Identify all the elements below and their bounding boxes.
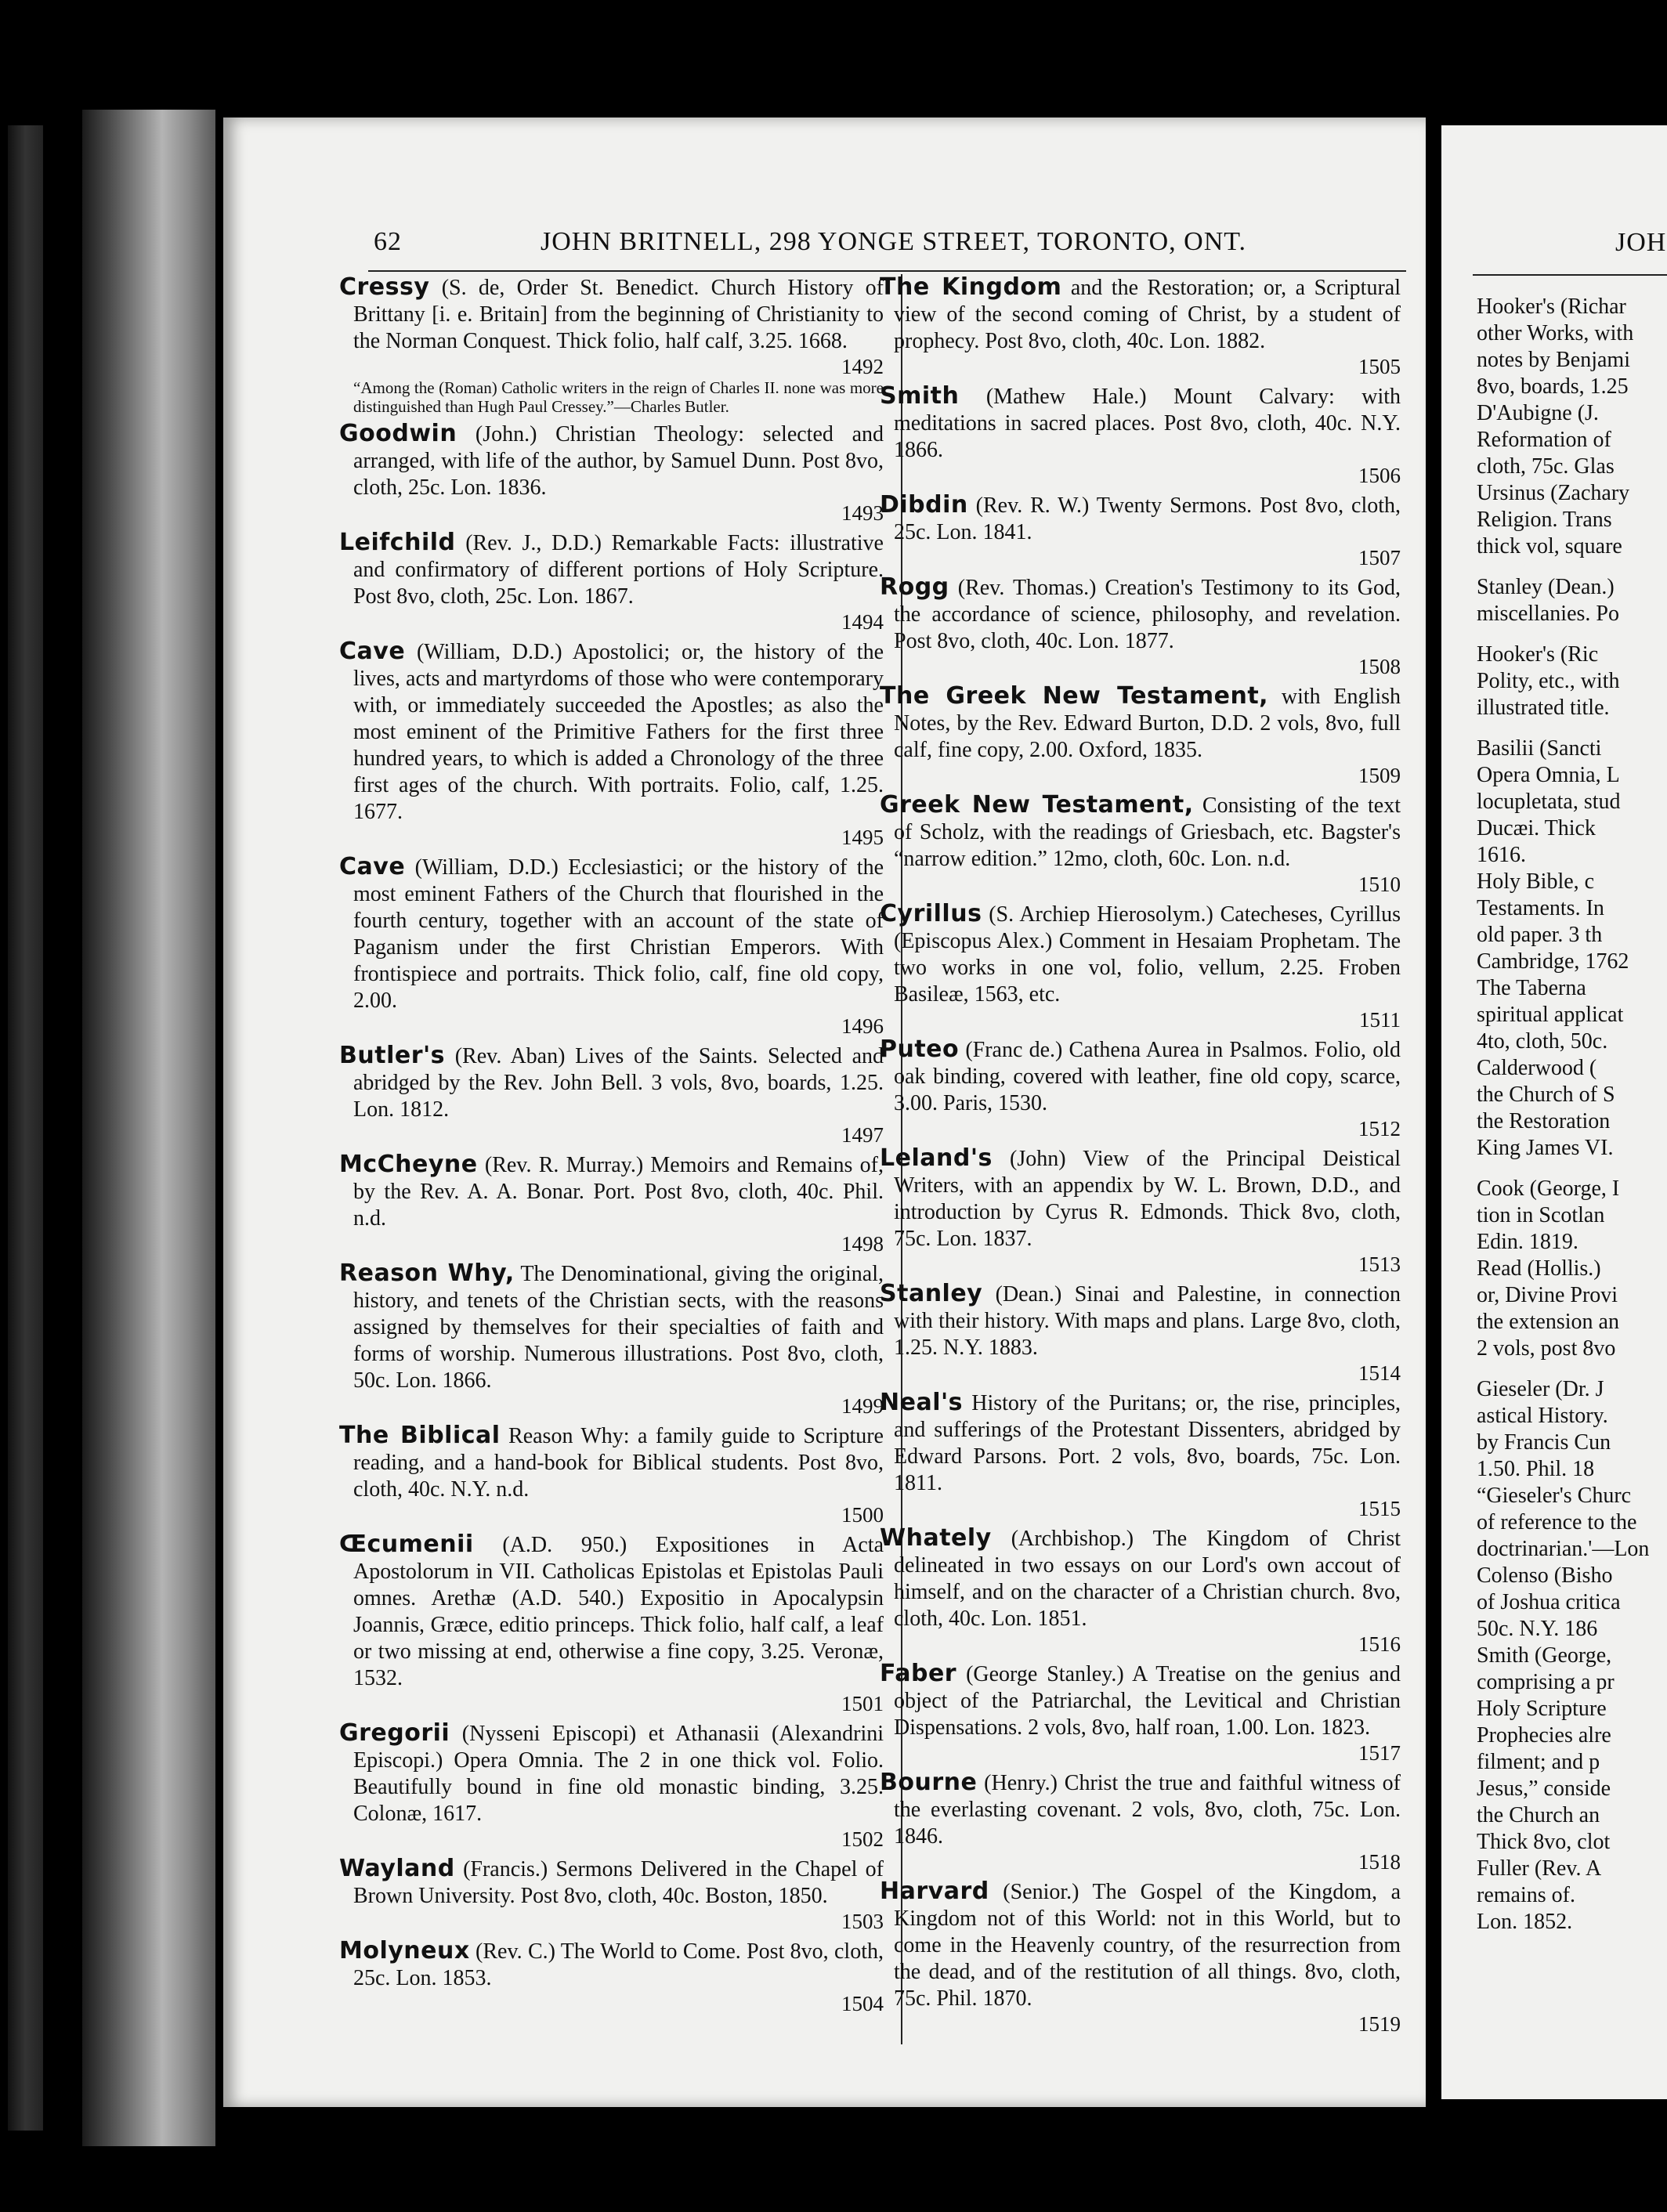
next-page-line: Hooker's (Ric bbox=[1477, 642, 1599, 667]
next-page-line: Basilii (Sancti bbox=[1477, 736, 1602, 761]
next-page-line: comprising a pr bbox=[1477, 1670, 1615, 1694]
next-page-running-head: JOH bbox=[1615, 228, 1667, 257]
entry-headword: Dibdin bbox=[880, 491, 968, 519]
next-page-line: filment; and p bbox=[1477, 1750, 1600, 1774]
entry-headword: Cave bbox=[339, 853, 406, 880]
entry-text: (Rev. R. W.) Twenty Sermons. Post 8vo, cloth, 25c. Lon. 1841. bbox=[894, 493, 1401, 544]
entry-body bbox=[880, 383, 1401, 464]
next-page-line: old paper. 3 th bbox=[1477, 923, 1603, 947]
entry-headword: Bourne bbox=[880, 1769, 978, 1796]
entry-body bbox=[339, 274, 884, 355]
entry-body bbox=[339, 1531, 884, 1692]
next-page-line: or, Divine Provi bbox=[1477, 1283, 1618, 1307]
next-page-line: The Taberna bbox=[1477, 976, 1586, 1000]
entry-text: (S. de, Order St. Benedict. Church History of Brittany [i. e. Britain] from the beginning of Christianity to the Norman Conquest. Thick folio, half calf, 3.25. 1668. bbox=[353, 276, 884, 353]
next-page-line: Smith (George, bbox=[1477, 1643, 1612, 1668]
entry-headword: Neal's bbox=[880, 1389, 964, 1416]
page-number: 62 bbox=[374, 227, 402, 256]
entry-body bbox=[880, 574, 1401, 655]
next-page-line: the Church an bbox=[1477, 1803, 1600, 1827]
entry-body bbox=[339, 1151, 884, 1232]
next-page-line: other Works, with bbox=[1477, 321, 1634, 345]
next-page-line: illustrated title. bbox=[1477, 696, 1610, 720]
entry-body bbox=[339, 854, 884, 1014]
next-page-line: Lon. 1852. bbox=[1477, 1910, 1573, 1934]
entry-number: 1493 bbox=[841, 501, 884, 525]
next-page-line: Hooker's (Richar bbox=[1477, 295, 1626, 319]
entry-body bbox=[339, 638, 884, 826]
next-page-line: the Restoration bbox=[1477, 1109, 1611, 1133]
entry-text: (Archbishop.) The Kingdom of Christ delineated in two essays on our Lord's own accout of himself, and on the character of a Christian church. 8vo, cloth, 40c. Lon. 1851. bbox=[894, 1527, 1401, 1631]
catalogue-entry bbox=[880, 1036, 1401, 1140]
entry-body bbox=[880, 1878, 1401, 2012]
catalogue-entry bbox=[880, 792, 1401, 896]
next-page-line: “Gieseler's Churc bbox=[1477, 1484, 1632, 1508]
entry-body bbox=[339, 1720, 884, 1827]
entry-headword: Cressy bbox=[339, 273, 430, 301]
entry-headword: Cyrillus bbox=[880, 900, 982, 927]
catalogue-entry bbox=[880, 574, 1401, 678]
entry-text: Reason Why: a family guide to Scripture reading, and a hand-book for Biblical students. Post 8vo, cloth, 40c. N.Y. n.d. bbox=[353, 1424, 884, 1502]
next-page-line: spiritual applicat bbox=[1477, 1003, 1624, 1027]
entry-number: 1500 bbox=[841, 1503, 884, 1527]
entry-headword: The Kingdom bbox=[880, 273, 1062, 301]
entry-note: “Among the (Roman) Catholic writers in the reign of Charles II. none was more distinguished than Hugh Paul Cressey.”—Charles Butler. bbox=[353, 378, 884, 416]
entry-number: 1503 bbox=[841, 1910, 884, 1933]
entry-number: 1515 bbox=[1358, 1497, 1401, 1520]
next-page-line: Cook (George, I bbox=[1477, 1176, 1620, 1201]
catalogue-entry bbox=[339, 1151, 884, 1256]
entry-body bbox=[880, 492, 1401, 546]
catalogue-entry bbox=[339, 1938, 884, 2015]
entry-headword: Œcumenii bbox=[339, 1531, 474, 1558]
entry-number: 1495 bbox=[841, 826, 884, 849]
catalogue-entry bbox=[339, 421, 884, 525]
entry-number: 1513 bbox=[1358, 1252, 1401, 1276]
next-page-line: the extension an bbox=[1477, 1310, 1619, 1334]
next-page-line: Ursinus (Zachary bbox=[1477, 481, 1630, 505]
entry-number: 1492 bbox=[841, 355, 884, 378]
entry-headword: Rogg bbox=[880, 573, 949, 601]
entry-text: (Dean.) Sinai and Palestine, in connection with their history. With maps and plans. Large 8vo, cloth, 1.25. N.Y. 1883. bbox=[894, 1282, 1401, 1360]
entry-number: 1507 bbox=[1358, 546, 1401, 569]
catalogue-entry bbox=[339, 530, 884, 634]
next-page-line: Reformation of bbox=[1477, 428, 1611, 452]
next-page-line: Ducæi. Thick bbox=[1477, 816, 1596, 840]
entry-body bbox=[880, 1145, 1401, 1252]
catalogue-entry bbox=[339, 854, 884, 1038]
entry-headword: Faber bbox=[880, 1660, 957, 1687]
entry-text: The Denominational, giving the original, history, and tenets of the Christian sects, with the reasons assigned by themselves for their specialties of faith and forms of worship. Numerous illustrations. Post 8vo, cloth, 50c. Lon. 1866. bbox=[353, 1262, 884, 1393]
catalogue-entry bbox=[339, 1856, 884, 1933]
entry-number: 1510 bbox=[1358, 873, 1401, 896]
next-page-line: Jesus,” conside bbox=[1477, 1776, 1611, 1801]
entry-text: (Mathew Hale.) Mount Calvary: with meditations in sacred places. Post 8vo, cloth, 40c. N.Y. 1866. bbox=[894, 385, 1401, 462]
entry-text: (S. Archiep Hierosolym.) Catecheses, Cyrillus (Episcopus Alex.) Comment in Hesaiam Prophetam. The two works in one vol, folio, vellum, 2.25. Froben Basileæ, 1563, etc. bbox=[894, 902, 1401, 1007]
entry-text: (A.D. 950.) Expositiones in Acta Apostolorum in VII. Catholicas Epistolas et Epistolas Pauli omnes. Arethæ (A.D. 540.) Expositio in Apocalypsin Joannis, Græce, editio princeps. Thick folio, half calf, a leaf or two missing at end, otherwise a fine copy, 3.25. Veronæ, 1532. bbox=[353, 1533, 884, 1690]
entry-headword: Molyneux bbox=[339, 1937, 470, 1964]
entry-number: 1494 bbox=[841, 610, 884, 634]
next-page-line: notes by Benjami bbox=[1477, 348, 1630, 372]
entry-number: 1506 bbox=[1358, 464, 1401, 487]
catalogue-entry bbox=[880, 901, 1401, 1032]
entry-headword: Gregorii bbox=[339, 1719, 450, 1747]
entry-body bbox=[339, 1938, 884, 1992]
entry-text: (John.) Christian Theology: selected and arranged, with life of the author, by Samuel Dunn. Post 8vo, cloth, 25c. Lon. 1836. bbox=[353, 422, 884, 500]
entry-headword: The Biblical bbox=[339, 1422, 501, 1449]
entry-body bbox=[880, 1525, 1401, 1632]
next-page-line: Polity, etc., with bbox=[1477, 669, 1620, 693]
entry-text: (John) View of the Principal Deistical Writers, with an appendix by W. L. Brown, D.D., and introduction by Cyrus R. Edmonds. Thick 8vo, cloth, 75c. Lon. 1837. bbox=[894, 1147, 1401, 1251]
entry-headword: Harvard bbox=[880, 1878, 989, 1905]
next-page-line: Fuller (Rev. A bbox=[1477, 1856, 1602, 1881]
entry-number: 1496 bbox=[841, 1014, 884, 1038]
next-page-line: Edin. 1819. bbox=[1477, 1230, 1578, 1254]
next-page-line: Colenso (Bisho bbox=[1477, 1563, 1613, 1588]
entry-body bbox=[880, 274, 1401, 355]
entry-text: (Rev. Thomas.) Creation's Testimony to its God, the accordance of science, philosophy, and revelation. Post 8vo, cloth, 40c. Lon. 1877. bbox=[894, 576, 1401, 653]
next-page-line: remains of. bbox=[1477, 1883, 1575, 1907]
entry-number: 1514 bbox=[1358, 1361, 1401, 1385]
next-page-line: 50c. N.Y. 186 bbox=[1477, 1617, 1598, 1641]
next-page-line: 1.50. Phil. 18 bbox=[1477, 1457, 1595, 1481]
next-page-line: tion in Scotlan bbox=[1477, 1203, 1605, 1227]
next-page-line: Calderwood ( bbox=[1477, 1056, 1597, 1080]
entry-text: (Nysseni Episcopi) et Athanasii (Alexandrini Episcopi.) Opera Omnia. The 2 in one thick vol. Folio. Beautifully bound in fine old monastic binding, 3.25. Colonæ, 1617. bbox=[353, 1722, 884, 1826]
header-rule bbox=[368, 270, 1406, 272]
next-page-line: 8vo, boards, 1.25 bbox=[1477, 374, 1629, 399]
catalogue-entry bbox=[880, 1769, 1401, 1874]
book-binding bbox=[82, 110, 215, 2146]
right-column bbox=[880, 274, 1401, 2040]
entry-body bbox=[339, 1043, 884, 1123]
next-page-line: cloth, 75c. Glas bbox=[1477, 454, 1615, 479]
binding-edge bbox=[8, 125, 43, 2131]
next-page-line: 2 vols, post 8vo bbox=[1477, 1336, 1616, 1361]
next-page-line: King James VI. bbox=[1477, 1136, 1614, 1160]
entry-text: with English Notes, by the Rev. Edward Burton, D.D. 2 vols, 8vo, full calf, fine copy, 2.00. Oxford, 1835. bbox=[894, 685, 1401, 762]
entry-number: 1518 bbox=[1358, 1850, 1401, 1874]
next-page-line: miscellanies. Po bbox=[1477, 602, 1619, 626]
next-page-line: Thick 8vo, clot bbox=[1477, 1830, 1611, 1854]
entry-headword: Puteo bbox=[880, 1036, 960, 1063]
catalogue-entry bbox=[339, 1531, 884, 1715]
catalogue-entry bbox=[339, 1422, 884, 1527]
entry-body bbox=[339, 1260, 884, 1394]
entry-headword: Greek New Testament, bbox=[880, 791, 1194, 819]
entry-number: 1504 bbox=[841, 1992, 884, 2015]
entry-number: 1516 bbox=[1358, 1632, 1401, 1656]
entry-headword: Butler's bbox=[339, 1042, 446, 1069]
entry-headword: McCheyne bbox=[339, 1151, 478, 1178]
next-page-line: Gieseler (Dr. J bbox=[1477, 1377, 1604, 1401]
entry-headword: Goodwin bbox=[339, 420, 457, 447]
entry-text: (George Stanley.) A Treatise on the genius and object of the Patriarchal, the Levitical and Christian Dispensations. 2 vols, 8vo, half roan, 1.00. Lon. 1823. bbox=[894, 1662, 1401, 1740]
catalogue-entry bbox=[339, 274, 884, 416]
catalogue-entry bbox=[339, 1043, 884, 1147]
next-page-line: doctrinarian.'—Lon bbox=[1477, 1537, 1650, 1561]
entry-text: (Francis.) Sermons Delivered in the Chapel of Brown University. Post 8vo, cloth, 40c. Boston, 1850. bbox=[353, 1857, 884, 1908]
entry-text: (Rev. Aban) Lives of the Saints. Selected and abridged by the Rev. John Bell. 3 vols, 8vo, boards, 1.25. Lon. 1812. bbox=[353, 1044, 884, 1122]
next-page-line: Holy Bible, c bbox=[1477, 869, 1595, 894]
catalogue-entry bbox=[339, 1260, 884, 1418]
entry-headword: Reason Why, bbox=[339, 1260, 515, 1287]
entry-body bbox=[880, 1769, 1401, 1850]
entry-headword: Leifchild bbox=[339, 529, 456, 556]
entry-number: 1505 bbox=[1358, 355, 1401, 378]
entry-body bbox=[880, 792, 1401, 873]
entry-number: 1498 bbox=[841, 1232, 884, 1256]
next-page-line: Stanley (Dean.) bbox=[1477, 575, 1615, 599]
entry-headword: The Greek New Testament, bbox=[880, 682, 1269, 710]
entry-headword: Stanley bbox=[880, 1280, 983, 1307]
entry-text: History of the Puritans; or, the rise, principles, and sufferings of the Protestant Dissenters, abridged by Edward Parsons. Port. 2 vols, 8vo, boards, 75c. Lon. 1811. bbox=[894, 1391, 1401, 1495]
next-page-line: astical History. bbox=[1477, 1404, 1608, 1428]
next-page-line: Read (Hollis.) bbox=[1477, 1256, 1601, 1281]
entry-text: (Rev. C.) The World to Come. Post 8vo, cloth, 25c. Lon. 1853. bbox=[353, 1939, 884, 1990]
catalogue-entry bbox=[339, 1720, 884, 1851]
entry-number: 1501 bbox=[841, 1692, 884, 1715]
catalogue-entry bbox=[880, 1878, 1401, 2036]
next-page-line: the Church of S bbox=[1477, 1083, 1615, 1107]
entry-headword: Cave bbox=[339, 638, 406, 665]
next-page-line: Testaments. In bbox=[1477, 896, 1604, 920]
entry-number: 1499 bbox=[841, 1394, 884, 1418]
running-head: JOHN BRITNELL, 298 YONGE STREET, TORONTO, ONT. bbox=[541, 227, 1246, 256]
next-page-line: locupletata, stud bbox=[1477, 790, 1621, 814]
next-page bbox=[1441, 125, 1667, 2099]
entry-number: 1511 bbox=[1359, 1008, 1401, 1032]
next-page-line: D'Aubigne (J. bbox=[1477, 401, 1599, 425]
entry-text: (Franc de.) Cathena Aurea in Psalmos. Folio, old oak binding, covered with leather, fine old copy, scarce, 3.00. Paris, 1530. bbox=[894, 1038, 1401, 1115]
catalogue-entry bbox=[339, 638, 884, 849]
entry-body bbox=[880, 1036, 1401, 1117]
entry-headword: Leland's bbox=[880, 1144, 993, 1172]
entry-number: 1508 bbox=[1358, 655, 1401, 678]
next-page-line: thick vol, square bbox=[1477, 534, 1622, 558]
next-page-line: by Francis Cun bbox=[1477, 1430, 1611, 1455]
entry-body bbox=[339, 1856, 884, 1910]
entry-text: (William, D.D.) Apostolici; or, the history of the lives, acts and martyrdoms of those who were contemporary with, or immediately succeeded the Apostles; as also the most eminent of the Primitive Fathers for the first three hundred years, to which is added a Chronology of the three first ages of the church. With portraits. Folio, calf, 1.25. 1677. bbox=[353, 640, 884, 824]
entry-body bbox=[880, 1281, 1401, 1361]
catalogue-entry bbox=[880, 1525, 1401, 1656]
entry-body bbox=[339, 1422, 884, 1503]
entry-text: (Senior.) The Gospel of the Kingdom, a Kingdom not of this World: not in this World, but to come in the Heavenly country, of the resurrection from the dead, and of the restitution of all things. 8vo, cloth, 75c. Phil. 1870. bbox=[894, 1880, 1401, 2011]
entry-body bbox=[339, 421, 884, 501]
next-page-line: Cambridge, 1762 bbox=[1477, 949, 1629, 974]
entry-headword: Whately bbox=[880, 1524, 992, 1552]
next-page-line: Prophecies alre bbox=[1477, 1723, 1611, 1748]
catalogue-entry bbox=[880, 1281, 1401, 1385]
entry-number: 1502 bbox=[841, 1827, 884, 1851]
left-column bbox=[339, 274, 884, 2020]
entry-headword: Wayland bbox=[339, 1855, 455, 1882]
catalogue-entry bbox=[880, 383, 1401, 487]
next-page-line: of reference to the bbox=[1477, 1510, 1637, 1534]
entry-text: (Rev. R. Murray.) Memoirs and Remains of, by the Rev. A. A. Bonar. Port. Post 8vo, cloth, 40c. Phil. n.d. bbox=[353, 1153, 884, 1231]
entry-text: (William, D.D.) Ecclesiastici; or the history of the most eminent Fathers of the Church that flourished in the fourth century, together with an account of the state of Paganism under the first Christian Emperors. With frontispiece and portraits. Thick folio, calf, fine old copy, 2.00. bbox=[353, 855, 884, 1013]
next-page-line: Religion. Trans bbox=[1477, 508, 1612, 532]
entry-number: 1509 bbox=[1358, 764, 1401, 787]
entry-body bbox=[880, 1390, 1401, 1497]
catalogue-entry bbox=[880, 274, 1401, 378]
entry-body bbox=[880, 1661, 1401, 1741]
entry-number: 1497 bbox=[841, 1123, 884, 1147]
entry-text: Consisting of the text of Scholz, with the readings of Griesbach, etc. Bagster's “narrow edition.” 12mo, cloth, 60c. Lon. n.d. bbox=[894, 793, 1401, 871]
catalogue-entry bbox=[880, 1390, 1401, 1520]
next-page-rule bbox=[1473, 274, 1667, 276]
next-page-line: Holy Scripture bbox=[1477, 1697, 1607, 1721]
next-page-line: 1616. bbox=[1477, 843, 1526, 867]
catalogue-entry bbox=[880, 492, 1401, 569]
catalogue-entry bbox=[880, 1661, 1401, 1765]
entry-headword: Smith bbox=[880, 382, 960, 410]
catalogue-entry bbox=[880, 683, 1401, 787]
entry-text: and the Restoration; or, a Scriptural view of the second coming of Christ, by a student of prophecy. Post 8vo, cloth, 40c. Lon. 1882. bbox=[894, 276, 1401, 353]
next-page-line: of Joshua critica bbox=[1477, 1590, 1621, 1614]
entry-text: (Henry.) Christ the true and faithful witness of the everlasting covenant. 2 vols, 8vo, cloth, 75c. Lon. 1846. bbox=[894, 1771, 1401, 1849]
catalogue-entry bbox=[880, 1145, 1401, 1276]
entry-number: 1519 bbox=[1358, 2012, 1401, 2036]
entry-body bbox=[339, 530, 884, 610]
book-page bbox=[223, 117, 1426, 2107]
next-page-line: 4to, cloth, 50c. bbox=[1477, 1029, 1608, 1054]
next-page-line: Opera Omnia, L bbox=[1477, 763, 1620, 787]
entry-text: (Rev. J., D.D.) Remarkable Facts: illustrative and confirmatory of different portions of Holy Scripture. Post 8vo, cloth, 25c. Lon. 1867. bbox=[353, 531, 884, 609]
entry-number: 1517 bbox=[1358, 1741, 1401, 1765]
entry-number: 1512 bbox=[1358, 1117, 1401, 1140]
entry-body bbox=[880, 683, 1401, 764]
entry-body bbox=[880, 901, 1401, 1008]
